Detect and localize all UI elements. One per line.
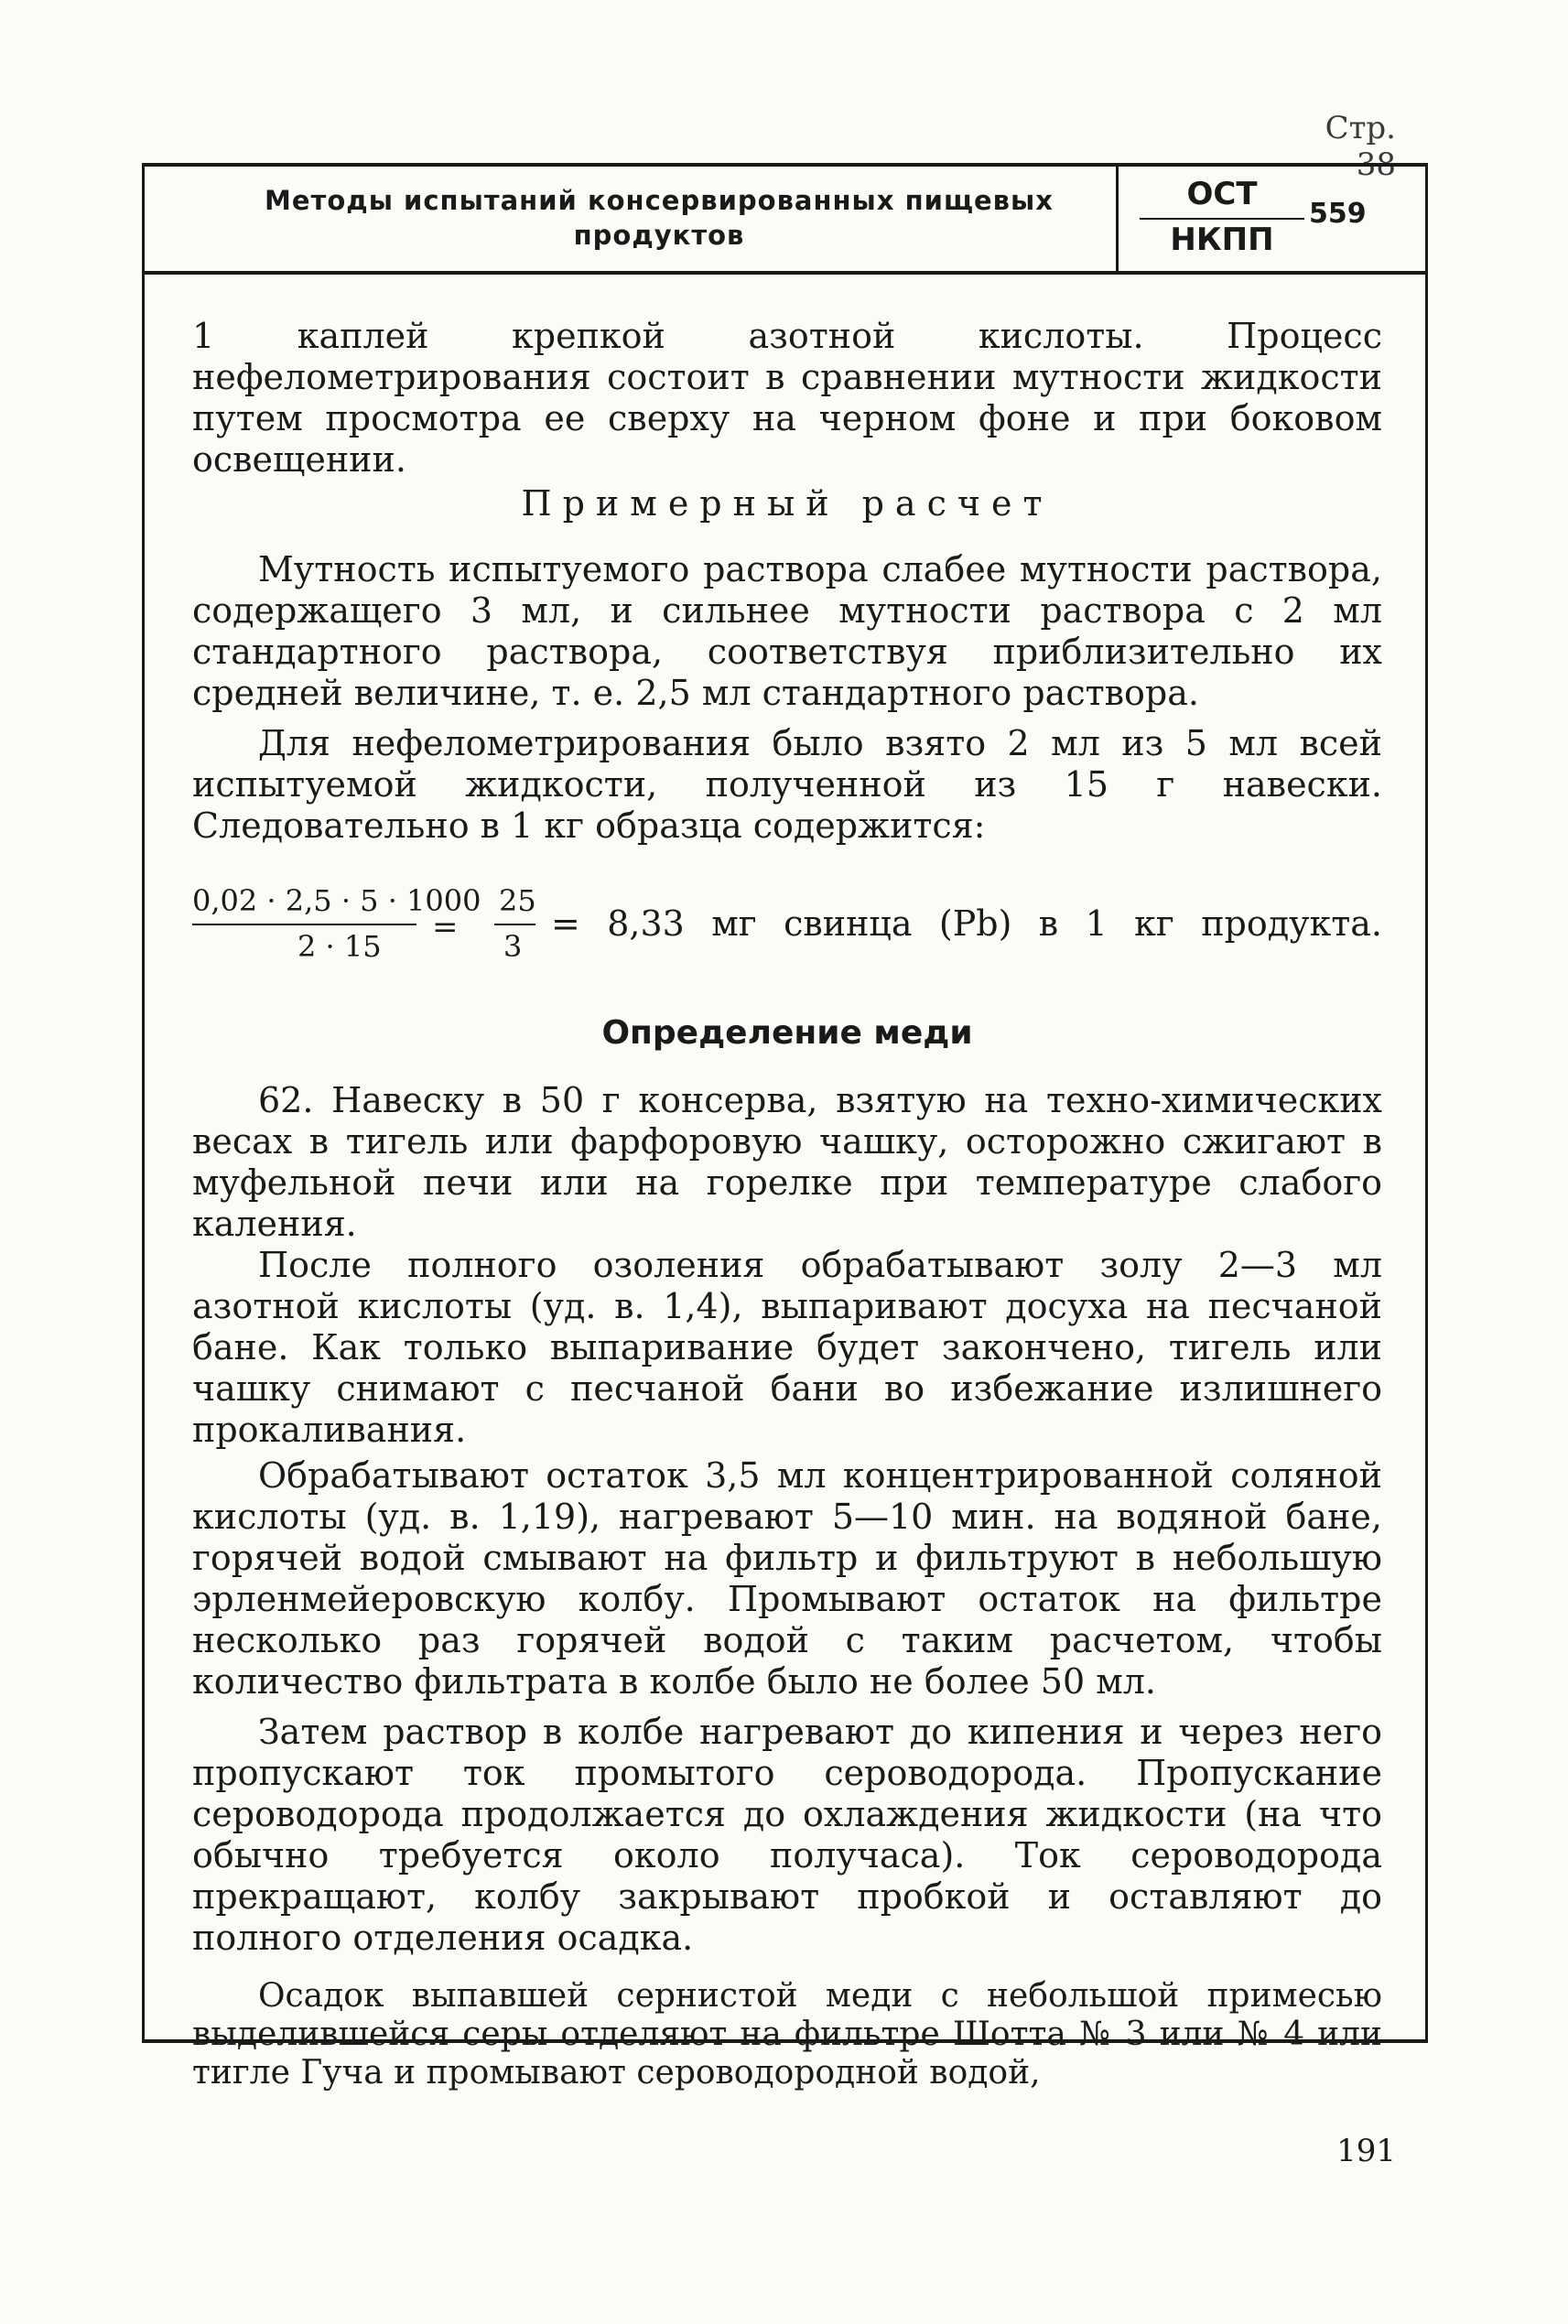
header-separator [1116,167,1119,271]
standard-code-bottom: НКПП [1170,222,1274,258]
paragraph-6: Обрабатывают остаток 3,5 мл концентрированной соляной кислоты (уд. в. 1,19), нагревают 5—10 мин. на водяной бане, горячей водой смывают на фильтр и фильтруют в небольшую эрленмейеровскую колбу. Промывают остаток на фильтре несколько раз горячей водой с таким расчетом, чтобы количество фильтрата в колбе было не более 50 мл. [192,1455,1382,1702]
paragraph-8: Осадок выпавшей сернистой меди с небольшой примесью выделившейся серы отделяют на фильтре Шотта № 3 или № 4 или тигле Гуча и промывают сероводородной водой, [192,1977,1382,2092]
section-title-copper: Определение меди [601,1014,973,1052]
formula-fraction2-bar [494,924,535,925]
text-block-7 [192,1712,1382,1959]
formula [192,883,1382,966]
text-block-1 [192,316,1382,481]
header-rule-top [142,163,1428,167]
text-block-2 [192,549,1382,714]
standard-code-number: 559 [1309,198,1367,230]
paragraph-4: 62. Навеску в 50 г консерва, взятую на техно-химических весах в тигель или фарфоровую чашку, осторожно сжигают в муфельной печи или на горелке при температуре слабого каления. [192,1080,1382,1244]
paragraph-5: После полного озоления обрабатывают золу 2—3 мл азотной кислоты (уд. в. 1,4), выпаривают досуха на песчаной бане. Как только выпаривание будет закончено, тигель или чашку снимают с песчаной бани во избежание излишнего прокаливания. [192,1245,1382,1450]
text-block-5 [192,1245,1382,1451]
standard-code-divider [1140,218,1304,220]
bottom-rule [142,2039,1428,2043]
paragraph-7: Затем раствор в колбе нагревают до кипения и через него пропускают ток промытого сероводорода. Пропускание сероводорода продолжается до охлаждения жидкости (на что обычно требуется около получаса). Ток сероводорода прекращают, колбу закрывают пробкой и оставляют до полного отделения осадка. [192,1712,1382,1958]
formula-result: = 8,33 мг свинца (Pb) в 1 кг продукта. [551,903,1382,944]
formula-fraction-bar [192,924,416,925]
page-number: 191 [1336,2133,1396,2169]
header-title-line2: продуктов [573,220,745,251]
subtitle-example-calc: Примерный расчет [521,483,1054,524]
paragraph-2: Мутность испытуемого раствора слабее мутности раствора, содержащего 3 мл, и сильнее мутности раствора с 2 мл стандартного раствора, соответствуя приблизительно их средней величине, т. е. 2,5 мл стандартного раствора. [192,549,1382,713]
text-block-3 [192,723,1382,847]
text-block-4 [192,1080,1382,1245]
page-label: Стр. 38 [1325,110,1396,183]
text-block-8 [192,1977,1382,2092]
header-title [238,183,1080,253]
formula-equals: = [432,909,459,946]
formula-numerator: 0,02 · 2,5 · 5 · 1000 [192,883,481,918]
paragraph-1: 1 каплей крепкой азотной кислоты. Процесс нефелометрирования состоит в сравнении мутности жидкости путем просмотра ее сверху на черном фоне и при боковом освещении. [192,316,1382,480]
header-rule-bottom [142,271,1428,275]
header-title-line1: Методы испытаний консервированных пищевых [265,185,1054,216]
formula-denominator: 2 · 15 [297,929,382,964]
text-block-6 [192,1455,1382,1702]
formula-fraction2-denominator: 3 [503,929,523,964]
formula-fraction2-numerator: 25 [499,883,536,918]
standard-code-top: ОСТ [1186,176,1258,212]
paragraph-3: Для нефелометрирования было взято 2 мл из 5 мл всей испытуемой жидкости, полученной из 15 г навески. Следовательно в 1 кг образца содержится: [192,723,1382,846]
